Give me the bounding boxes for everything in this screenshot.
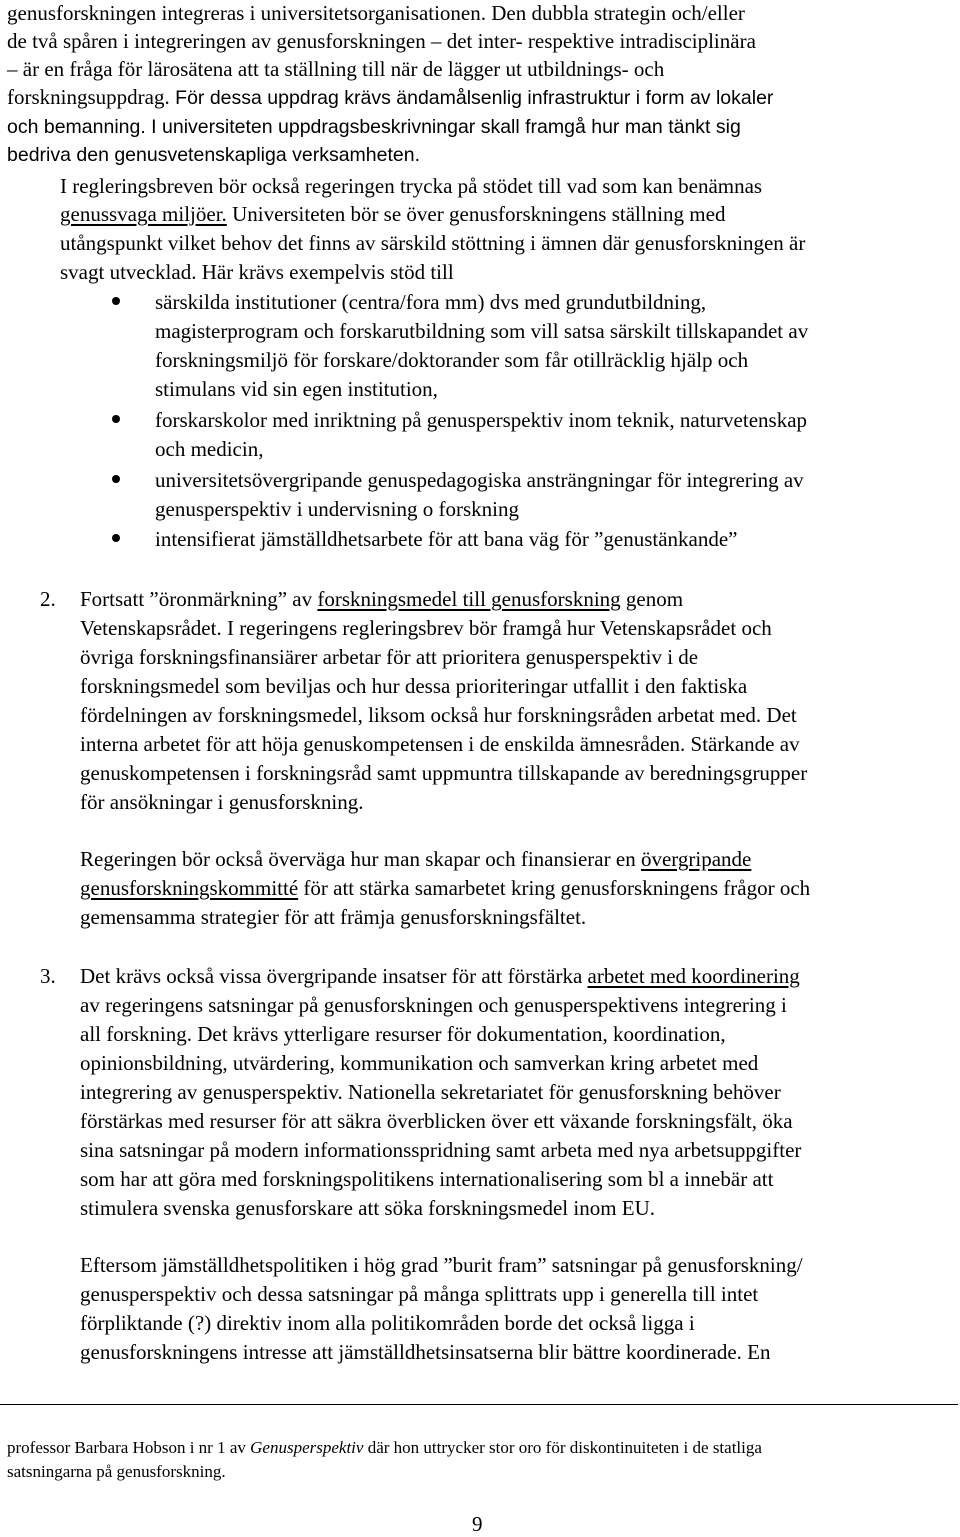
list-item: forskarskolor med inriktning på genusperspektiv inom teknik, naturvetenskap [155,408,808,432]
list-item: särskilda institutioner (centra/fora mm) dvs med grundutbildning, [155,290,707,314]
underlined-phrase: övergripande [640,847,752,871]
list-number: 2. [40,587,56,611]
text-line: som har att göra med forskningspolitikens internationalisering som bl a innebär att [80,1167,774,1191]
text-line: bedriva den genusvetenskapliga verksamheten. [7,144,421,166]
text-line: genusforskningen integreras i universitetsorganisationen. Den dubbla strategin och/eller [7,1,745,25]
list-item: genusperspektiv i undervisning o forskning [155,497,519,521]
page-number: 9 [472,1512,483,1536]
footnote-divider [0,1404,958,1405]
footnote-line: satsningarna på genusforskning. [7,1462,226,1481]
text-line: förpliktande (?) direktiv inom alla politikområden borde det också ligga i [80,1311,695,1335]
text-line: Det krävs också vissa övergripande insatser för att förstärka arbetet med koordinering [80,964,800,988]
footnote-line: professor Barbara Hobson i nr 1 av Genusperspektiv där hon uttrycker stor oro för diskontinuiteten i de statliga [7,1438,762,1457]
list-item: magisterprogram och forskarutbildning som vill satsa särskilt tillskapandet av [155,319,809,343]
text-line: för ansökningar i genusforskning. [80,790,364,814]
text-line: Fortsatt ”öronmärkning” av forskningsmedel till genusforskning genom [80,587,684,611]
text-line: övriga forskningsfinansiärer arbetar för att prioritera genusperspektiv i de [80,645,699,669]
bullet-icon [112,534,120,542]
text-line: genusforskningens intresse att jämställdhetsinsatserna blir bättre koordinerade. En [80,1340,771,1364]
list-number: 3. [40,964,56,988]
text-line: – är en fråga för lärosätena att ta ställning till när de lägger ut utbildnings- och [7,57,665,81]
text-line: utångspunkt vilket behov det finns av särskild stöttning i ämnen där genusforskningen är [60,231,806,255]
underlined-phrase: arbetet med koordinering [587,964,800,988]
text-line: genussvaga miljöer. Universiteten bör se över genusforskningens ställning med [60,202,726,226]
underlined-phrase: genussvaga miljöer. [60,202,227,226]
text-line: svagt utvecklad. Här krävs exempelvis stöd till [60,260,454,284]
text-line: Eftersom jämställdhetspolitiken i hög grad ”burit fram” satsningar på genusforskning/ [80,1253,803,1277]
italic-title: Genusperspektiv [250,1438,364,1457]
text-line: forskningsuppdrag. För dessa uppdrag krävs ändamålsenlig infrastruktur i form av lokaler [7,85,774,109]
text-line: integrering av genusperspektiv. Nationella sekretariatet för genusforskning behöver [80,1080,781,1104]
list-item: stimulans vid sin egen institution, [155,377,438,401]
text-line: genusperspektiv och dessa satsningar på många splittrats upp i generella till intet [80,1282,759,1306]
text-line: gemensamma strategier för att främja genusforskningsfältet. [80,905,587,929]
text-line: och bemanning. I universiteten uppdragsbeskrivningar skall framgå hur man tänkt sig [7,116,741,138]
text-line: de två spåren i integreringen av genusforskningen – det inter- respektive intradisciplinära [7,29,756,53]
text-line: förstärkas med resurser för att säkra överblicken över ett växande forskningsfält, öka [80,1109,793,1133]
text-line: sina satsningar på modern informationsspridning samt arbeta med nya arbetsuppgifter [80,1138,802,1162]
text-line: fördelningen av forskningsmedel, liksom också hur forskningsråden arbetat med. Det [80,703,797,727]
text-line: av regeringens satsningar på genusforskningen och genusperspektivens integrering i [80,993,787,1017]
bullet-icon [112,475,120,483]
text-line: Vetenskapsrådet. I regeringens regleringsbrev bör framgå hur Vetenskapsrådet och [80,616,772,640]
underlined-phrase: forskningsmedel till genusforskning [317,587,621,611]
bullet-icon [112,297,120,305]
text-line: interna arbetet för att höja genuskompetensen i de enskilda ämnesråden. Stärkande av [80,732,800,756]
text-line: I regleringsbreven bör också regeringen trycka på stödet till vad som kan benämnas [60,174,763,198]
list-item: och medicin, [155,437,264,461]
text-line: genuskompetensen i forskningsråd samt uppmuntra tillskapande av beredningsgrupper [80,761,808,785]
text-line: forskningsmedel som beviljas och hur dessa prioriteringar utfallit i den faktiska [80,674,748,698]
list-item: intensifierat jämställdhetsarbete för att bana väg för ”genustänkande” [155,527,738,551]
text-line: all forskning. Det krävs ytterligare resurser för dokumentation, koordination, [80,1022,726,1046]
text-line: opinionsbildning, utvärdering, kommunikation och samverkan kring arbetet med [80,1051,759,1075]
text-line: Regeringen bör också överväga hur man skapar och finansierar en övergripande [80,847,752,871]
underlined-phrase: genusforskningskommitté [80,876,299,900]
text-line: stimulera svenska genusforskare att söka forskningsmedel inom EU. [80,1196,656,1220]
list-item: forskningsmiljö för forskare/doktorander som får otillräcklig hjälp och [155,348,749,372]
sans-text: För dessa uppdrag krävs ändamålsenlig infrastruktur i form av lokaler [169,87,774,109]
bullet-icon [112,415,120,423]
text-line: genusforskningskommitté för att stärka samarbetet kring genusforskningens frågor och [80,876,811,900]
list-item: universitetsövergripande genuspedagogiska ansträngningar för integrering av [155,468,804,492]
